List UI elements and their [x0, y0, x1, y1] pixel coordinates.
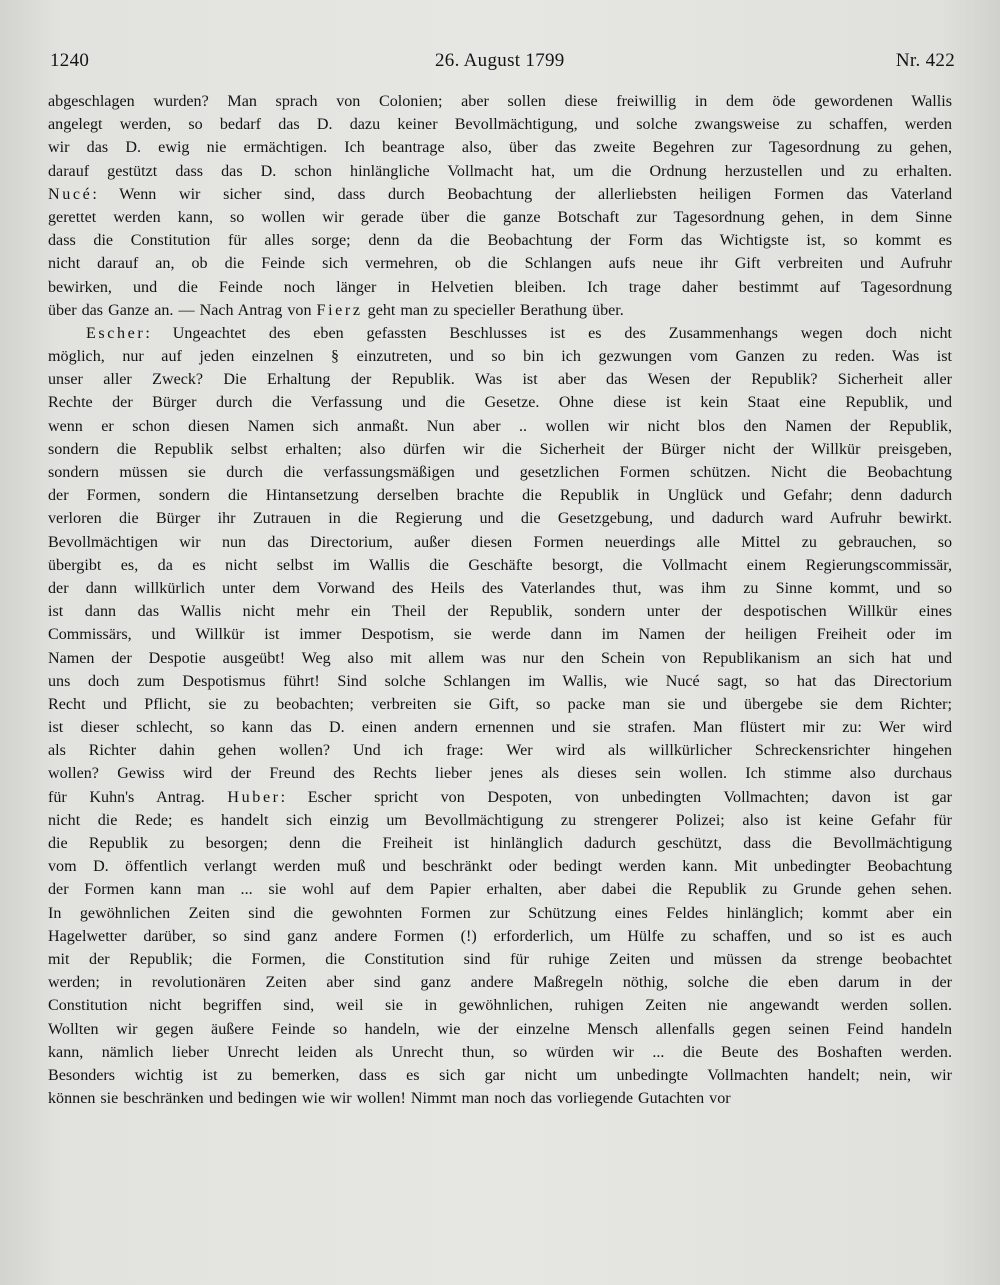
text-line	[48, 160, 952, 183]
text-line	[48, 345, 952, 368]
text-segment: angelegt werden, so bedarf das D. dazu keiner Bevollmächtigung, und solche zwangsweise zu schaffen, werden	[48, 116, 952, 134]
text-line	[48, 229, 952, 252]
text-line	[48, 739, 952, 762]
text-line	[48, 415, 952, 438]
page-number: 1240	[50, 50, 90, 71]
text-segment: : Wenn wir sicher sind, dass durch Beobachtung der allerliebsten heiligen Formen das Vaterland	[92, 185, 952, 203]
text-segment: kann, nämlich lieber Unrecht leiden als Unrecht thun, so würden wir ... die Beute des Boshaften werden.	[48, 1043, 952, 1061]
text-line	[48, 623, 952, 646]
text-segment: Besonders wichtig ist zu bemerken, dass es sich gar nicht um unbedingte Vollmachten handelt; nein, wir	[48, 1066, 952, 1084]
text-line	[48, 902, 952, 925]
text-line	[48, 647, 952, 670]
text-segment: Rechte der Bürger durch die Verfassung und die Gesetze. Ohne diese ist kein Staat eine Republik, und	[48, 394, 952, 412]
text-segment: sondern die Republik selbst erhalten; also dürfen wir die Sicherheit der Bürger nicht der Willkür preisgeben,	[48, 440, 952, 458]
text-segment: möglich, nur auf jeden einzelnen § einzutreten, und so bin ich gezwungen vom Ganzen zu reden. Was ist	[48, 348, 952, 366]
text-line	[48, 600, 952, 623]
text-line	[48, 113, 952, 136]
text-segment: bewirken, und die Feinde noch länger in Helvetien bleiben. Ich trage daher bestimmt auf Tagesordnung	[48, 278, 952, 296]
text-line	[48, 1041, 952, 1064]
text-segment: sondern müssen sie durch die verfassungsmäßigen und gesetzlichen Formen schützen. Nicht die Beobachtung	[48, 464, 952, 481]
text-line	[48, 90, 952, 113]
text-segment: Bevollmächtigen wir nun das Directorium, außer diesen Formen neuerdings alle Mittel zu gebrauchen, so	[48, 533, 952, 551]
text-segment: werden; in revolutionären Zeiten aber sind ganz andere Maßregeln nöthig, solche die eben darum in der	[48, 974, 952, 992]
text-line	[48, 531, 952, 554]
text-segment: als Richter dahin gehen wollen? Und ich frage: Wer wird als willkürlicher Schreckensrichter hingehen	[48, 742, 952, 760]
text-line	[48, 554, 952, 577]
text-segment: Namen der Despotie ausgeübt! Weg also mit allem was nur den Schein von Republikanism an sich hat und	[48, 649, 952, 667]
text-line	[48, 577, 952, 600]
text-segment: dass die Constitution für alles sorge; denn da die Beobachtung der Form das Wichtigste ist, so kommt es	[48, 232, 952, 250]
text-line	[48, 832, 952, 855]
text-segment: nicht die Rede; es handelt sich einzig um Bevollmächtigung zu strengerer Polizei; also ist keine Gefahr für	[48, 811, 952, 829]
speaker-name: Huber	[227, 788, 281, 806]
text-line	[48, 762, 952, 785]
text-segment: der dann willkürlich unter dem Vorwand des Heils des Vaterlandes thut, was ihm zu Sinne kommt, und so	[48, 579, 952, 597]
text-segment: uns doch zum Despotismus führt! Sind solche Schlangen im Wallis, wie Nucé sagt, so hat das Directorium	[48, 672, 952, 690]
speaker-name: Fierz	[316, 301, 363, 319]
text-line	[48, 925, 952, 948]
text-segment: der Formen kann man ... sie wohl auf dem Papier erhalten, aber dabei die Republik zu Grunde gehen sehen.	[48, 881, 952, 899]
text-line	[48, 786, 952, 809]
text-segment: die Republik zu besorgen; denn die Freiheit ist hinlänglich dadurch geschützt, dass die Bevollmächtigung	[48, 835, 952, 852]
text-line	[48, 507, 952, 530]
paragraph	[48, 322, 952, 1110]
text-segment: verloren die Bürger ihr Zutrauen in die Regierung und die Gesetzgebung, und dadurch ward Aufruhr bewirkt.	[48, 510, 952, 528]
text-line	[48, 1087, 952, 1110]
text-line	[48, 391, 952, 414]
text-line	[48, 252, 952, 275]
text-segment: ist dieser schlecht, so kann das D. einen andern ernennen und sie strafen. Man flüstert mir zu: Wer wird	[48, 719, 952, 737]
text-line	[48, 368, 952, 391]
text-line	[48, 994, 952, 1017]
text-segment: In gewöhnlichen Zeiten sind die gewohnten Formen zur Schützung eines Feldes hinlänglich; kommt aber ein	[48, 904, 952, 922]
text-segment: Recht und Pflicht, sie zu beobachten; verbreiten sie Gift, so packe man sie und übergebe sie dem Richter;	[48, 695, 952, 713]
text-line	[48, 183, 952, 206]
running-header	[50, 50, 955, 80]
text-segment: mit der Republik; die Formen, die Constitution sind für ruhige Zeiten und müssen da strenge beobachtet	[48, 950, 952, 968]
text-segment: wenn er schon diesen Namen sich anmaßt. Nun aber .. wollen wir nicht blos den Namen der Republik,	[48, 417, 952, 435]
text-body	[48, 90, 952, 1110]
text-line	[48, 461, 952, 484]
text-line	[48, 322, 952, 345]
text-line	[48, 716, 952, 739]
text-line	[48, 136, 952, 159]
text-line	[48, 1064, 952, 1087]
text-line	[48, 299, 952, 322]
text-line	[48, 438, 952, 461]
text-line	[48, 948, 952, 971]
text-segment: nicht darauf an, ob die Feinde sich vermehren, ob die Schlangen aufs neue ihr Gift verbreiten und Aufruhr	[48, 255, 952, 273]
text-segment: wir das D. ewig nie ermächtigen. Ich beantrage also, über das zweite Begehren zur Tagesordnung zu gehen,	[48, 139, 952, 157]
text-segment: abgeschlagen wurden? Man sprach von Colonien; aber sollen diese freiwillig in dem öde gewordenen Wallis	[48, 93, 952, 110]
text-segment: für Kuhn's Antrag.	[48, 788, 228, 806]
text-segment: können sie beschränken und bedingen wie wir wollen! Nimmt man noch das vorliegende Gutachten vor	[48, 1090, 731, 1108]
text-line	[48, 1018, 952, 1041]
text-segment: übergibt es, da es nicht selbst im Wallis die Geschäfte besorgt, die Vollmacht einem Regierungscommissär,	[48, 556, 952, 574]
text-segment: der Formen, sondern die Hintansetzung derselben brachte die Republik in Unglück und Gefahr; denn dadurch	[48, 487, 952, 505]
speaker-name: Escher	[86, 324, 146, 342]
text-segment: : Ungeachtet des eben gefassten Beschlusses ist es des Zusammenhangs wegen doch nicht	[145, 324, 952, 342]
text-segment: wollen? Gewiss wird der Freund des Rechts lieber jenes als dieses sein wollen. Ich stimme also durchaus	[48, 765, 952, 783]
speaker-name: Nucé	[48, 185, 93, 203]
text-segment: gerettet werden kann, so wollen wir gerade über die ganze Botschaft zur Tagesordnung gehen, in dem Sinne	[48, 208, 952, 226]
text-segment: geht man zu specieller Berathung über.	[362, 301, 624, 319]
text-segment: darauf gestützt dass das D. schon hinlängliche Vollmacht hat, um die Ordnung herzustellen und zu erhalten.	[48, 162, 952, 180]
text-line	[48, 878, 952, 901]
header-date: 26. August 1799	[435, 50, 565, 71]
text-line	[48, 809, 952, 832]
document-number: Nr. 422	[895, 50, 955, 71]
text-segment: Wollten wir gegen äußere Feinde so handeln, wie der einzelne Mensch allenfalls gegen seinen Feind handeln	[48, 1020, 952, 1038]
text-line	[48, 484, 952, 507]
text-line	[48, 693, 952, 716]
text-line	[48, 206, 952, 229]
text-line	[48, 855, 952, 878]
text-segment: vom D. öffentlich verlangt werden muß und beschränkt oder bedingt werden kann. Mit unbedingter Beobachtung	[48, 858, 952, 876]
text-segment: Hagelwetter darüber, so sind ganz andere Formen (!) erforderlich, um Hülfe zu schaffen, und so ist es auch	[48, 927, 952, 945]
text-segment: Constitution nicht begriffen sind, weil sie in gewöhnlichen, ruhigen Zeiten nie angewandt werden sollen.	[48, 997, 952, 1015]
text-line	[48, 670, 952, 693]
text-segment: unser aller Zweck? Die Erhaltung der Republik. Was ist aber das Wesen der Republik? Sicherheit aller	[48, 371, 952, 389]
text-segment: Commissärs, und Willkür ist immer Despotism, sie werde dann im Namen der heiligen Freiheit oder im	[48, 626, 952, 644]
text-line	[48, 971, 952, 994]
text-segment: : Escher spricht von Despoten, von unbedingten Vollmachten; davon ist gar	[280, 788, 952, 806]
text-line	[48, 276, 952, 299]
text-segment: ist dann das Wallis nicht mehr ein Theil der Republik, sondern unter der despotischen Willkür eines	[48, 603, 952, 621]
text-segment: über das Ganze an. — Nach Antrag von	[48, 301, 317, 319]
paragraph	[48, 90, 952, 322]
